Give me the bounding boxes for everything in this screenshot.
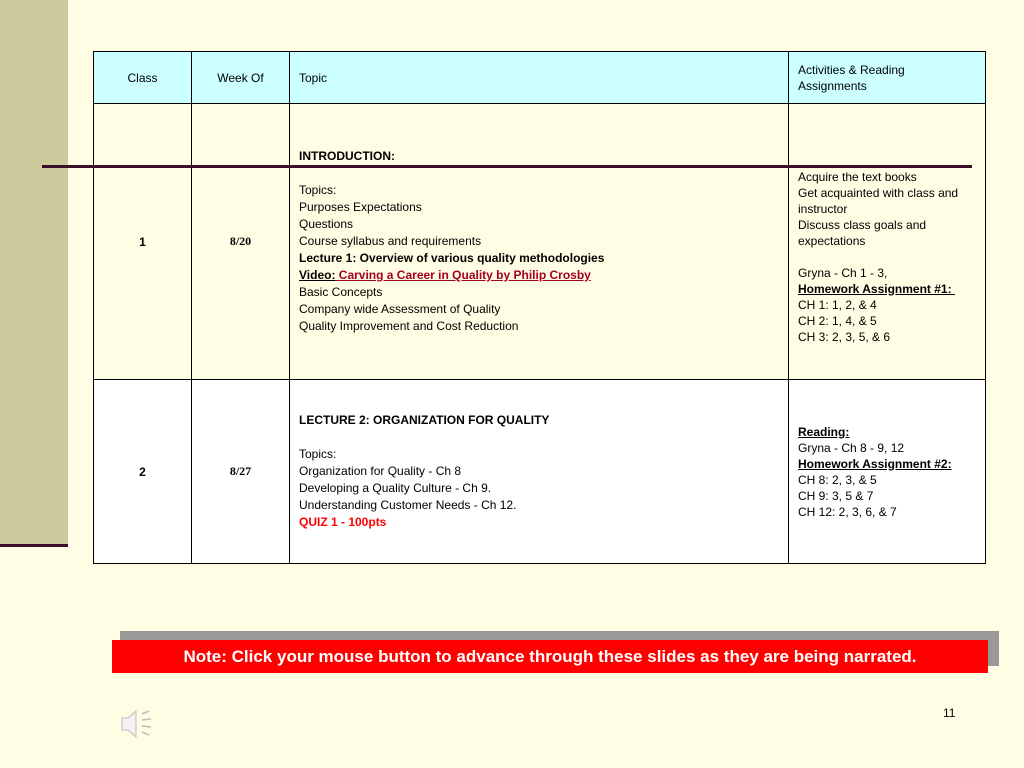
page-number: 11	[943, 706, 956, 720]
week-date: 8/27	[192, 380, 290, 564]
week-date: 8/20	[192, 104, 290, 380]
topic-cell	[290, 380, 789, 564]
topic-item: Company wide Assessment of Quality	[299, 302, 501, 316]
homework-item: CH 8: 2, 3, & 5	[798, 472, 877, 487]
left-decorative-band	[0, 0, 68, 546]
topic-item: Organization for Quality - Ch 8	[299, 464, 462, 478]
homework-item: CH 9: 3, 5 & 7	[798, 488, 874, 503]
video-link[interactable]: Carving a Career in Quality by Philip Crosby	[335, 268, 591, 282]
topic-item: Developing a Quality Culture - Ch 9.	[299, 481, 492, 495]
table-row	[94, 104, 986, 380]
topics-label: Topics:	[299, 447, 337, 461]
activities-cell	[789, 380, 986, 564]
class-number: 2	[94, 380, 192, 564]
activity-item: Acquire the text books	[798, 169, 917, 184]
header-activities: Activities & Reading Assignments	[789, 52, 986, 104]
homework-item: CH 3: 2, 3, 5, & 6	[798, 329, 891, 344]
topic-item: Basic Concepts	[299, 285, 383, 299]
homework-label: Homework Assignment #1:	[798, 281, 955, 296]
reading-text: Gryna - Ch 1 - 3,	[798, 265, 888, 280]
homework-item: CH 12: 2, 3, 6, & 7	[798, 504, 897, 519]
topic-heading: INTRODUCTION:	[299, 149, 395, 163]
narration-note: Note: Click your mouse button to advance through these slides as they are being narrated.	[112, 640, 988, 673]
table-header-row	[94, 52, 986, 104]
quiz-label: QUIZ 1 - 100pts	[299, 515, 387, 529]
topic-item: Quality Improvement and Cost Reduction	[299, 319, 519, 333]
homework-item: CH 1: 1, 2, & 4	[798, 297, 877, 312]
topic-item: Course syllabus and requirements	[299, 234, 482, 248]
top-divider-line	[42, 165, 972, 168]
topic-item: Understanding Customer Needs - Ch 12.	[299, 498, 517, 512]
reading-label: Reading:	[798, 424, 850, 439]
video-label: Video:	[299, 268, 336, 282]
class-number: 1	[94, 104, 192, 380]
video-line	[299, 267, 779, 284]
lecture-title: Lecture 1: Overview of various quality methodologies	[299, 251, 605, 265]
topic-item: Questions	[299, 217, 354, 231]
left-divider-line	[0, 544, 68, 547]
activity-item: Get acquainted with class and instructor	[798, 185, 959, 216]
topic-cell	[290, 104, 789, 380]
header-topic: Topic	[290, 52, 789, 104]
speaker-icon[interactable]	[118, 704, 158, 744]
table-row	[94, 380, 986, 564]
activities-cell	[789, 104, 986, 380]
homework-label: Homework Assignment #2:	[798, 456, 952, 471]
schedule-table	[93, 51, 986, 564]
topic-item: Purposes Expectations	[299, 200, 422, 214]
header-class: Class	[94, 52, 192, 104]
header-week-of: Week Of	[192, 52, 290, 104]
topics-label: Topics:	[299, 183, 337, 197]
topic-heading: LECTURE 2: ORGANIZATION FOR QUALITY	[299, 413, 550, 427]
homework-item: CH 2: 1, 4, & 5	[798, 313, 877, 328]
reading-text: Gryna - Ch 8 - 9, 12	[798, 440, 905, 455]
activity-item: Discuss class goals and expectations	[798, 217, 927, 248]
